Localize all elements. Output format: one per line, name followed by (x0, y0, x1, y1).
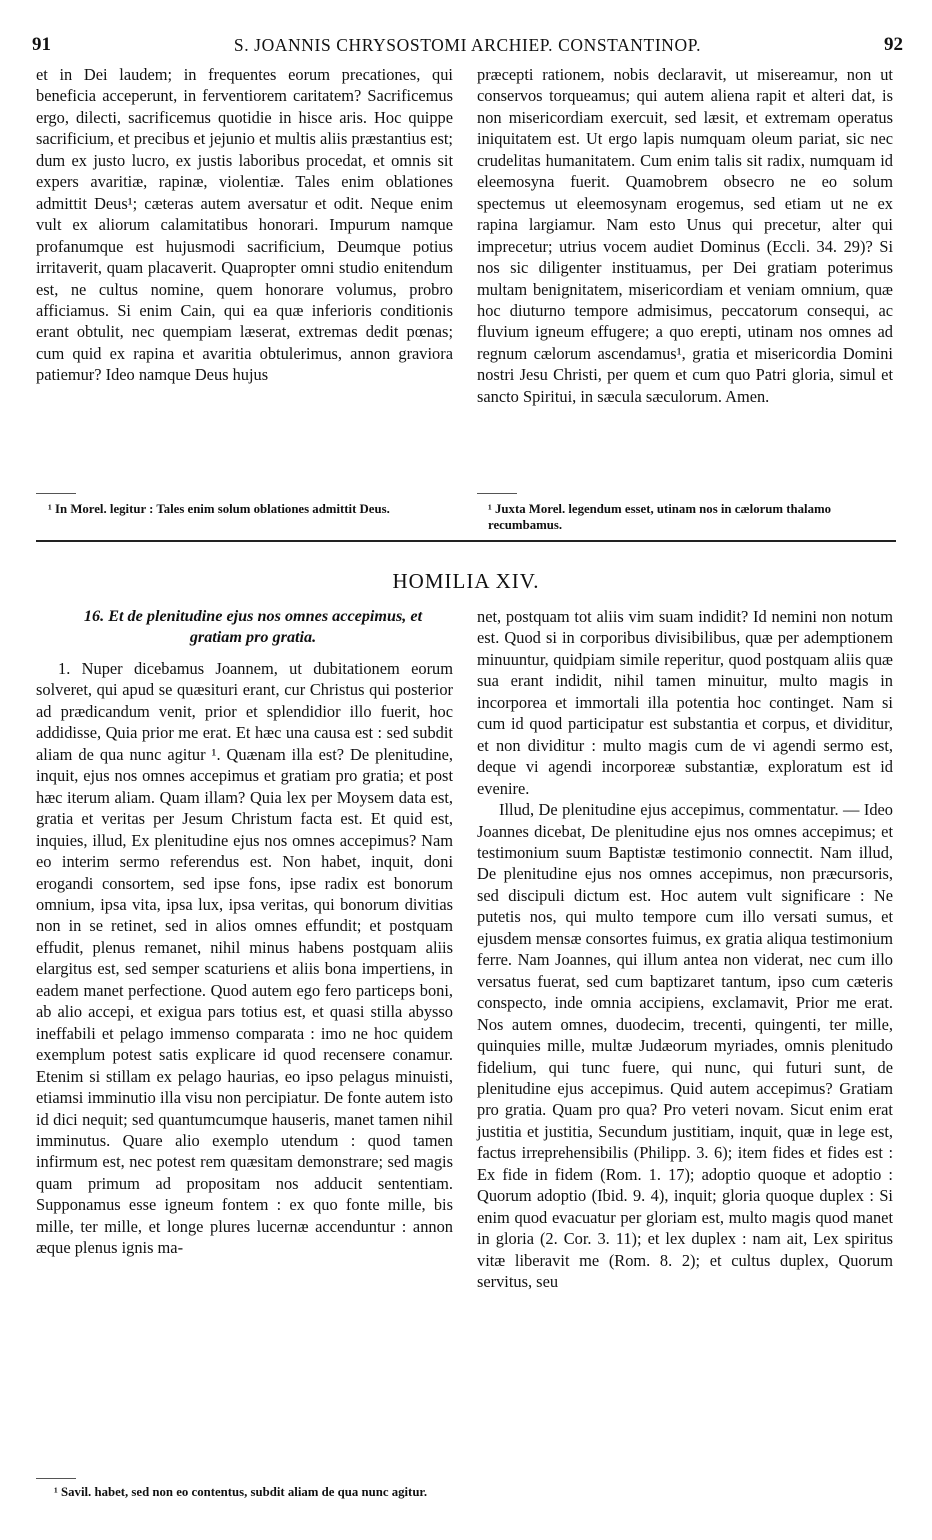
bottom-right-paragraph-2: Illud, De plenitudine ejus accepimus, commentatur. — Ideo Joannes dicebat, De plenitudine ejus nos omnes accepimus; et testimonium suum Baptistæ testimonio connectit. Nam illud, De plenitudine ejus nos omnes accepimus, non præcursoris, sed discipuli dictum est. Hoc autem vult significare : Ne putetis nos, qui multo tempore cum illo versati sumus, et ejusdem mensæ consortes fuimus, ex gratia aliqua testimonium ferre. Nam Joannes, qui illum antea non viderat, nec cum illo versatus fuerat, sed cum baptizaret tantum, ipso cum cæteris conspecto, inde omnia accipiens, exclamavit, Prior me erat. Nos autem omnes, duodecim, trecenti, quingenti, ter mille, quinquies mille, multæ Judæorum myriades, omnis plenitudo fidelium, qui tunc fuere, qui nunc, qui futuri sunt, de plenitudine ejus accepimus. Quid autem accepimus? Gratiam pro gratia. Quam pro qua? Pro veteri novam. Sicut enim erat justitia et justitia, Secundum justitiam, inquit, quæ in lege est, factus irreprehensibilis (Philipp. 3. 6); item fides et fides est : Ex fide in fidem (Rom. 1. 17); adoptio quoque et adoptio : Quorum adoptio (Ibid. 9. 4), inquit; gloria quoque duplex : Si enim quod evacuatur per gloriam est, multo magis quod manet in gloria (2. Cor. 3. 11); et lex duplex : nam ait, Lex spiritus vitæ liberavit me (Rom. 8. 2); et cultus duplex, Quorum servitus, seu (477, 800, 893, 1292)
footnote-rule-left (36, 493, 76, 494)
footnote-rule-bottom (36, 1478, 76, 1479)
running-title: S. JOANNIS CHRYSOSTOMI ARCHIEP. CONSTANTINOP. (233, 35, 702, 55)
running-header (30, 34, 905, 58)
page-number-right: 92 (884, 34, 903, 55)
verse-heading: 16. Et de plenitudine ejus nos omnes accepimus, et gratiam pro gratia. (83, 607, 423, 646)
section-divider (36, 540, 896, 542)
top-left-text: et in Dei laudem; in frequentes eorum precationes, qui beneficia acceperunt, in ferventiorem caritatem? Sacrificemus ergo, dilecti, sacrificemus quotidie in hisce aris. Hoc quippe sacrificium, et precibus et jejunio et multis aliis præstantius est; dum ex justo lucro, ex justis laboribus procedat, et omnis sit expers avaritiæ, rapinæ, violentiæ. Tales enim oblationes admittit Deus¹; cæteras autem aversatur et odit. Neque enim vult ex aliorum calamitatibus honorari. Impurum namque profanumque est hujusmodi sacrificium, Deumque potius irritaverit, quam placaverit. Quapropter omni studio enitendum est, ne cultus nomine, quem honorare volumus, probro afficiamus. Si enim Cain, qui ea quæ inferioris conditionis erant obtulit, nec quempiam læserat, extremas dedit pœnas; cum quid ex rapina et avaritia obtulerimus, annon graviora patiemur? Ideo namque Deus hujus (36, 65, 453, 385)
footnote-rule-right (477, 493, 517, 494)
footnote-top-right: ¹ Juxta Morel. legendum esset, utinam nos in cælorum thalamo recumbamus. (488, 502, 832, 532)
homily-title: HOMILIA XIV. (392, 569, 540, 593)
page-number-left: 91 (32, 34, 51, 55)
bottom-right-paragraph-1: net, postquam tot aliis vim suam indidit? Id nemini non notum est. Quod si in corporibus divisibilibus, quæ per ademptionem minuuntur, quidpiam simile reperitur, quod postquam aliis quæ sua erant indidit, nihil tamen minuitur, multo magis in incorporea et immortali illa potentia hoc continget. Nam si cum id quod participatur est substantia et corpus, et dividitur, et non dividitur : multo magis cum de vi agendi sermo est, deque vi agendi incorporeæ substantiæ, exploratum est id evenire. (477, 607, 893, 798)
top-left-column (36, 64, 453, 386)
top-right-column (477, 64, 893, 407)
top-right-text: præcepti rationem, nobis declaravit, ut misereamur, non ut conservos torqueamus; qui autem aliena rapit et alteri dat, is non misericordiam exercuit, sed læsit, et extremam operatus iniquitatem est. Ut ergo lapis numquam oleum pariat, sic nec crudelitas humanitatem. Cum enim talis sit radix, numquam id eleemosyna fuerit. Quamobrem obsecro ne eo solum spectemus ut eleemosynam erogemus, sed etiam ut ne ex rapina largiamur. Nam esto Unus qui precetur, alter qui imprecetur; utrius vocem audiet Dominus (Eccli. 34. 29)? Si nos sic diligenter instituamus, per Dei gratiam poterimus multam benignitatem, misericordiam et veniam omnium, quæ hoc diuturno tempore admisimus, peccatorum consequi, ac fluvium igneum effugere; a quo erepti, utinam nos omnes ad regnum cælorum ascendamus¹, gratia et misericordia Domini nostri Jesu Christi, per quem et cum quo Patri gloria, simul et sancto Spiritui, in sæcula sæculorum. Amen. (477, 65, 893, 406)
bottom-left-text: 1. Nuper dicebamus Joannem, ut dubitationem eorum solveret, qui apud se quæsituri erant, cur Christus qui posterior ad prædicandum venit, prior et splendidior illo fuerit, hoc addidisse, Quia prior me erat. Et hæc una causa est : sed subdit aliam de qua nunc agitur ¹. Quænam illa est? De plenitudine, inquit, ejus nos omnes accepimus et gratiam pro gratia; et post hæc iterum aliam. Quam illam? Quia lex per Moysem data est, gratia et veritas per Jesum Christum facta est. Et quid est, inquies, illud, Ex plenitudine ejus nos omnes accepimus? Nam eo interim sermo referendus est. Non habet, inquit, doni erogandi consortem, sed ipse fons, ipse radix est bonorum omnium, ipsa vita, ipsa lux, ipsa veritas, qui bonorum divitias non in se retinet, sed in alios omnes effundit; et postquam effudit, plenus remanet, nihil minus habens postquam aliis elargitus est, sed semper scaturiens et aliis bona impertiens, in eadem manet perfectione. Quod autem ego fero particeps boni, ab alio accepi, et exigua pars totius est, et quasi stilla abysso ineffabili et pelago immenso comparata : imo ne hoc quidem exemplum potest satis explicare id quod recensere conamur. Etenim si stillam ex pelago haurias, eo ipso pelagus minuisti, etiamsi imminutio illa visu non percipiatur. De fonte autem isto id dici nequit; sed quantumcumque hauseris, manet tamen nihil imminutus. Quare alio exemplo utendum : quod tamen infirmum est, nec potest rem quæsitam demonstrare; sed magis quam primum ad propositam nos adducit sententiam. Supponamus esse igneum fontem : ex quo fonte mille, bis mille, ter mille, et longe plures lucernæ accenduntur : annon æque plenus ignis ma- (36, 659, 453, 1258)
bottom-left-column (36, 658, 453, 1259)
footnote-top-left: ¹ In Morel. legitur : Tales enim solum oblationes admittit Deus. (48, 502, 390, 516)
footnote-bottom-left: ¹ Savil. habet, sed non eo contentus, subdit aliam de qua nunc agitur. (54, 1485, 428, 1499)
bottom-right-column (477, 606, 893, 1293)
